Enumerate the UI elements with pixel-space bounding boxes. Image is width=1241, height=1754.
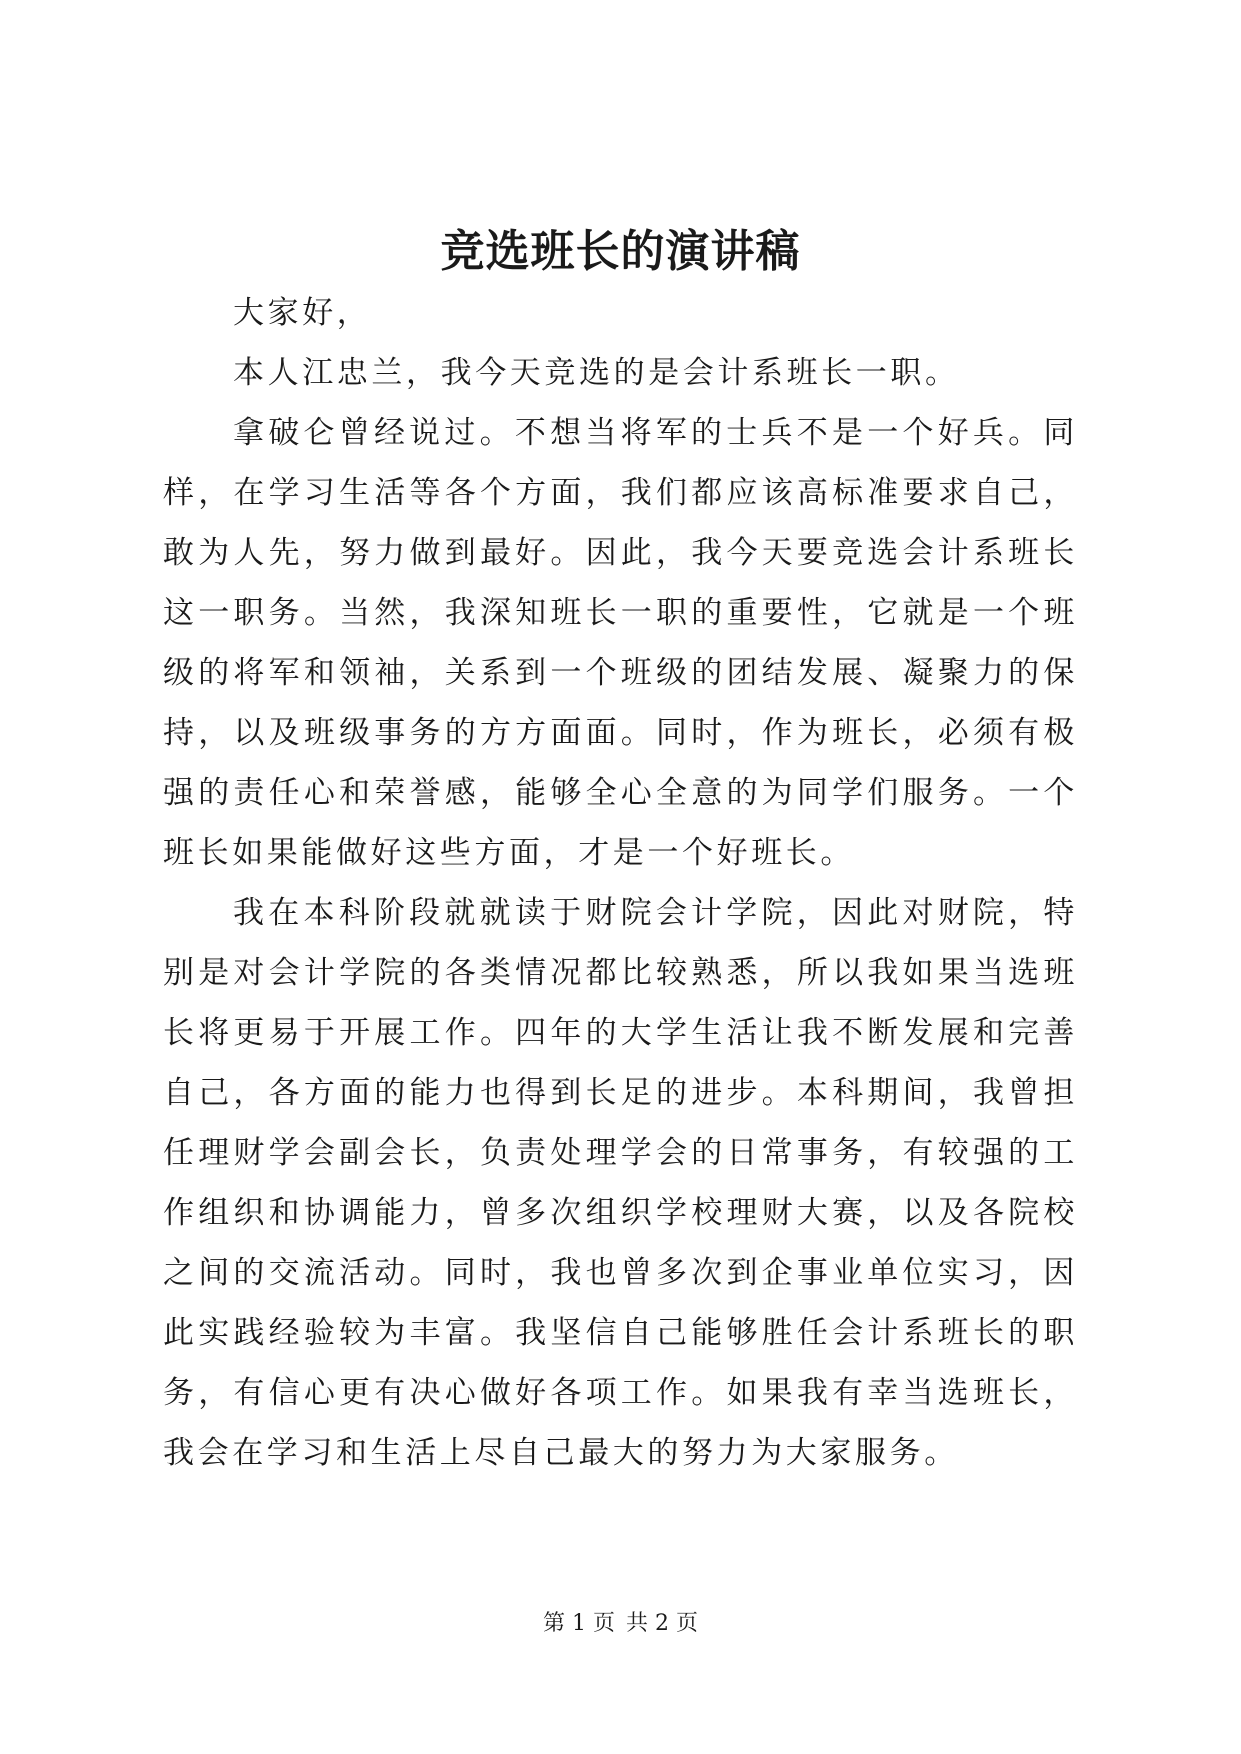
paragraph-motivation: 拿破仑曾经说过。不想当将军的士兵不是一个好兵。同样，在学习生活等各个方面，我们都应该高标准要求自己，敢为人先，努力做到最好。因此，我今天要竞选会计系班长这一职务。当然，我深知班长一职的重要性，它就是一个班级的将军和领袖，关系到一个班级的团结发展、凝聚力的保持，以及班级事务的方方面面。同时，作为班长，必须有极强的责任心和荣誉感，能够全心全意的为同学们服务。一个班长如果能做好这些方面，才是一个好班长。 <box>163 415 1078 871</box>
page-number-total: 共 2 页 <box>626 1611 698 1636</box>
paragraph-introduction: 本人江忠兰，我今天竞选的是会计系班长一职。 <box>233 355 960 391</box>
paragraph-experience: 我在本科阶段就就读于财院会计学院，因此对财院，特别是对会计学院的各类情况都比较熟悉，所以我如果当选班长将更易于开展工作。四年的大学生活让我不断发展和完善自己，各方面的能力也得到长足的进步。本科期间，我曾担任理财学会副会长，负责处理学会的日常事务，有较强的工作组织和协调能力，曾多次组织学校理财大赛，以及各院校之间的交流活动。同时，我也曾多次到企事业单位实习，因此实践经验较为丰富。我坚信自己能够胜任会计系班长的职务，有信心更有决心做好各项工作。如果我有幸当选班长，我会在学习和生活上尽自己最大的努力为大家服务。 <box>163 895 1078 1471</box>
page-footer <box>0 1606 1241 1642</box>
document-body <box>163 283 1078 1483</box>
paragraph-greeting: 大家好， <box>233 295 372 331</box>
page-number-current: 第 1 页 <box>543 1611 615 1636</box>
document-title: 竞选班长的演讲稿 <box>440 226 801 277</box>
